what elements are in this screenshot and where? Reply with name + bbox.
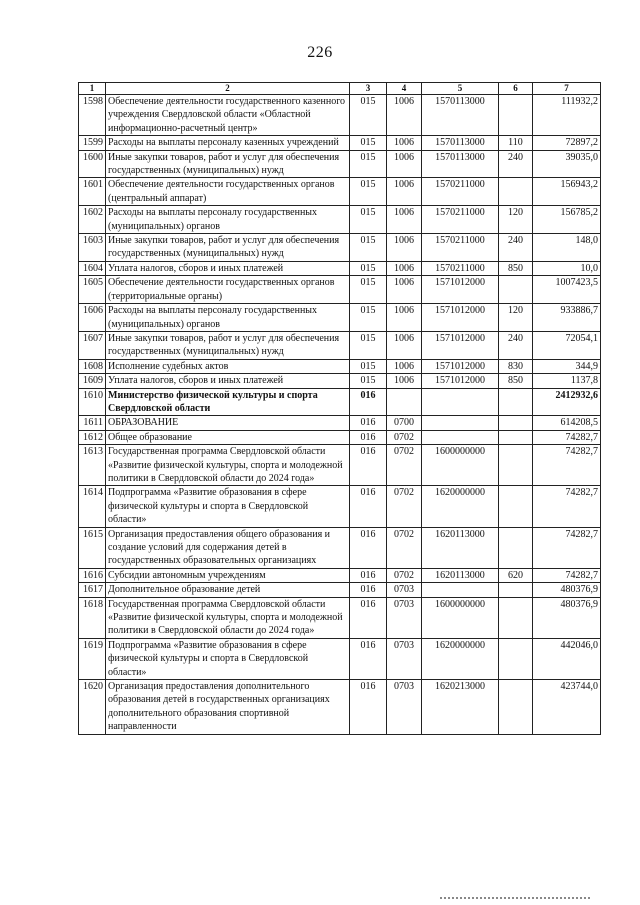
scan-edge-mark xyxy=(440,895,590,899)
row-admin-code-cell: 016 xyxy=(350,638,387,679)
row-section-code-cell: 0703 xyxy=(387,597,422,638)
row-target-code-cell: 1570113000 xyxy=(422,95,499,136)
row-target-code-cell xyxy=(422,583,499,597)
row-number-cell: 1609 xyxy=(79,374,106,388)
row-admin-code-cell: 016 xyxy=(350,388,387,416)
row-expense-type-cell: 120 xyxy=(499,304,533,332)
row-target-code-cell: 1570211000 xyxy=(422,178,499,206)
row-section-code-cell xyxy=(387,388,422,416)
table-row xyxy=(79,359,601,373)
page-number: 226 xyxy=(307,44,333,61)
row-expense-type-cell: 830 xyxy=(499,359,533,373)
row-amount-cell: 72054,1 xyxy=(533,331,601,359)
table-row xyxy=(79,331,601,359)
row-expense-type-cell xyxy=(499,597,533,638)
row-amount-cell: 156785,2 xyxy=(533,206,601,234)
row-amount-cell: 148,0 xyxy=(533,234,601,262)
row-expense-type-cell xyxy=(499,583,533,597)
row-admin-code-cell: 016 xyxy=(350,568,387,582)
row-number-cell: 1616 xyxy=(79,568,106,582)
table-row xyxy=(79,150,601,178)
row-target-code-cell xyxy=(422,416,499,430)
row-number-cell: 1615 xyxy=(79,527,106,568)
row-name-cell: Организация предоставления общего образования и создание условий для содержания детей в государственных образовательных организациях xyxy=(106,527,350,568)
row-number-cell: 1605 xyxy=(79,276,106,304)
row-amount-cell: 933886,7 xyxy=(533,304,601,332)
row-section-code-cell: 1006 xyxy=(387,359,422,373)
row-expense-type-cell xyxy=(499,95,533,136)
row-expense-type-cell xyxy=(499,445,533,486)
row-expense-type-cell xyxy=(499,680,533,735)
row-admin-code-cell: 015 xyxy=(350,150,387,178)
row-admin-code-cell: 016 xyxy=(350,486,387,527)
row-expense-type-cell: 240 xyxy=(499,150,533,178)
row-name-cell: Субсидии автономным учреждениям xyxy=(106,568,350,582)
row-expense-type-cell xyxy=(499,178,533,206)
row-section-code-cell: 1006 xyxy=(387,178,422,206)
row-name-cell: Министерство физической культуры и спорта Свердловской области xyxy=(106,388,350,416)
row-amount-cell: 74282,7 xyxy=(533,445,601,486)
row-target-code-cell: 1620213000 xyxy=(422,680,499,735)
row-expense-type-cell xyxy=(499,416,533,430)
row-section-code-cell: 1006 xyxy=(387,95,422,136)
header-col-5: 5 xyxy=(422,83,499,95)
row-target-code-cell: 1570211000 xyxy=(422,261,499,275)
row-amount-cell: 74282,7 xyxy=(533,568,601,582)
row-section-code-cell: 1006 xyxy=(387,136,422,150)
row-target-code-cell xyxy=(422,430,499,444)
row-target-code-cell: 1620000000 xyxy=(422,486,499,527)
row-number-cell: 1618 xyxy=(79,597,106,638)
row-section-code-cell: 1006 xyxy=(387,374,422,388)
table-row xyxy=(79,374,601,388)
row-amount-cell: 442046,0 xyxy=(533,638,601,679)
row-name-cell: Иные закупки товаров, работ и услуг для обеспечения государственных (муниципальных) нужд xyxy=(106,234,350,262)
row-amount-cell: 423744,0 xyxy=(533,680,601,735)
row-number-cell: 1617 xyxy=(79,583,106,597)
row-section-code-cell: 0703 xyxy=(387,583,422,597)
row-number-cell: 1611 xyxy=(79,416,106,430)
row-admin-code-cell: 016 xyxy=(350,527,387,568)
table-row xyxy=(79,597,601,638)
row-number-cell: 1601 xyxy=(79,178,106,206)
row-amount-cell: 10,0 xyxy=(533,261,601,275)
table-row xyxy=(79,638,601,679)
row-amount-cell: 74282,7 xyxy=(533,527,601,568)
table-row xyxy=(79,136,601,150)
row-amount-cell: 111932,2 xyxy=(533,95,601,136)
row-name-cell: Подпрограмма «Развитие образования в сфере физической культуры и спорта в Свердловской области» xyxy=(106,638,350,679)
row-name-cell: Дополнительное образование детей xyxy=(106,583,350,597)
table-row xyxy=(79,583,601,597)
row-section-code-cell: 0702 xyxy=(387,486,422,527)
row-section-code-cell: 1006 xyxy=(387,261,422,275)
row-admin-code-cell: 015 xyxy=(350,304,387,332)
row-number-cell: 1607 xyxy=(79,331,106,359)
row-target-code-cell: 1570113000 xyxy=(422,150,499,178)
row-admin-code-cell: 016 xyxy=(350,430,387,444)
row-admin-code-cell: 015 xyxy=(350,374,387,388)
row-name-cell: Расходы на выплаты персоналу казенных учреждений xyxy=(106,136,350,150)
row-amount-cell: 344,9 xyxy=(533,359,601,373)
row-target-code-cell: 1620000000 xyxy=(422,638,499,679)
row-number-cell: 1620 xyxy=(79,680,106,735)
row-admin-code-cell: 015 xyxy=(350,234,387,262)
row-admin-code-cell: 015 xyxy=(350,276,387,304)
row-expense-type-cell: 620 xyxy=(499,568,533,582)
row-amount-cell: 1137,8 xyxy=(533,374,601,388)
row-admin-code-cell: 016 xyxy=(350,680,387,735)
row-name-cell: Государственная программа Свердловской области «Развитие физической культуры, спорта и молодежной политики в Свердловской области до 2024 года» xyxy=(106,445,350,486)
row-number-cell: 1598 xyxy=(79,95,106,136)
row-number-cell: 1619 xyxy=(79,638,106,679)
row-number-cell: 1612 xyxy=(79,430,106,444)
row-name-cell: Обеспечение деятельности государственного казенного учреждения Свердловской области «Областной информационно-расчетный центр» xyxy=(106,95,350,136)
row-target-code-cell: 1620113000 xyxy=(422,527,499,568)
row-admin-code-cell: 015 xyxy=(350,136,387,150)
row-admin-code-cell: 015 xyxy=(350,178,387,206)
row-section-code-cell: 1006 xyxy=(387,304,422,332)
table-header xyxy=(79,83,601,95)
row-admin-code-cell: 015 xyxy=(350,206,387,234)
row-admin-code-cell: 015 xyxy=(350,331,387,359)
row-section-code-cell: 0702 xyxy=(387,568,422,582)
table-row xyxy=(79,261,601,275)
row-target-code-cell xyxy=(422,388,499,416)
budget-table xyxy=(78,82,601,735)
table-row xyxy=(79,206,601,234)
table-row xyxy=(79,445,601,486)
row-expense-type-cell xyxy=(499,638,533,679)
table-row xyxy=(79,178,601,206)
table-row xyxy=(79,276,601,304)
table-row xyxy=(79,568,601,582)
row-target-code-cell: 1571012000 xyxy=(422,304,499,332)
row-admin-code-cell: 016 xyxy=(350,416,387,430)
row-section-code-cell: 0700 xyxy=(387,416,422,430)
row-target-code-cell: 1571012000 xyxy=(422,374,499,388)
row-admin-code-cell: 016 xyxy=(350,597,387,638)
row-name-cell: Обеспечение деятельности государственных органов (территориальные органы) xyxy=(106,276,350,304)
row-number-cell: 1610 xyxy=(79,388,106,416)
row-admin-code-cell: 016 xyxy=(350,445,387,486)
row-number-cell: 1614 xyxy=(79,486,106,527)
table-row xyxy=(79,234,601,262)
row-number-cell: 1600 xyxy=(79,150,106,178)
row-expense-type-cell: 240 xyxy=(499,234,533,262)
row-target-code-cell: 1571012000 xyxy=(422,276,499,304)
row-expense-type-cell xyxy=(499,486,533,527)
table-row xyxy=(79,304,601,332)
row-expense-type-cell: 240 xyxy=(499,331,533,359)
row-amount-cell: 72897,2 xyxy=(533,136,601,150)
row-amount-cell: 74282,7 xyxy=(533,430,601,444)
row-section-code-cell: 0702 xyxy=(387,430,422,444)
row-section-code-cell: 0703 xyxy=(387,638,422,679)
header-row xyxy=(79,83,601,95)
table-row xyxy=(79,527,601,568)
row-name-cell: Уплата налогов, сборов и иных платежей xyxy=(106,261,350,275)
table-row xyxy=(79,486,601,527)
row-number-cell: 1608 xyxy=(79,359,106,373)
row-name-cell: Исполнение судебных актов xyxy=(106,359,350,373)
row-admin-code-cell: 015 xyxy=(350,95,387,136)
row-target-code-cell: 1600000000 xyxy=(422,445,499,486)
row-name-cell: Государственная программа Свердловской области «Развитие физической культуры, спорта и молодежной политики в Свердловской области до 2024 года» xyxy=(106,597,350,638)
header-col-3: 3 xyxy=(350,83,387,95)
row-target-code-cell: 1570211000 xyxy=(422,234,499,262)
row-name-cell: Иные закупки товаров, работ и услуг для обеспечения государственных (муниципальных) нужд xyxy=(106,331,350,359)
header-col-4: 4 xyxy=(387,83,422,95)
header-col-2: 2 xyxy=(106,83,350,95)
row-name-cell: Общее образование xyxy=(106,430,350,444)
row-target-code-cell: 1571012000 xyxy=(422,331,499,359)
row-expense-type-cell: 850 xyxy=(499,374,533,388)
row-section-code-cell: 1006 xyxy=(387,234,422,262)
header-col-1: 1 xyxy=(79,83,106,95)
row-expense-type-cell xyxy=(499,527,533,568)
row-expense-type-cell: 850 xyxy=(499,261,533,275)
row-name-cell: Расходы на выплаты персоналу государственных (муниципальных) органов xyxy=(106,206,350,234)
row-number-cell: 1602 xyxy=(79,206,106,234)
row-section-code-cell: 0702 xyxy=(387,445,422,486)
row-amount-cell: 39035,0 xyxy=(533,150,601,178)
row-section-code-cell: 1006 xyxy=(387,150,422,178)
row-name-cell: ОБРАЗОВАНИЕ xyxy=(106,416,350,430)
row-amount-cell: 156943,2 xyxy=(533,178,601,206)
row-name-cell: Организация предоставления дополнительного образования детей в государственных организациях дополнительного образования спортивной направленности xyxy=(106,680,350,735)
row-target-code-cell: 1571012000 xyxy=(422,359,499,373)
row-amount-cell: 480376,9 xyxy=(533,583,601,597)
row-name-cell: Уплата налогов, сборов и иных платежей xyxy=(106,374,350,388)
table-row xyxy=(79,95,601,136)
row-target-code-cell: 1570113000 xyxy=(422,136,499,150)
row-admin-code-cell: 015 xyxy=(350,359,387,373)
row-name-cell: Обеспечение деятельности государственных органов (центральный аппарат) xyxy=(106,178,350,206)
table-body xyxy=(79,95,601,735)
row-amount-cell: 480376,9 xyxy=(533,597,601,638)
row-amount-cell: 614208,5 xyxy=(533,416,601,430)
row-number-cell: 1606 xyxy=(79,304,106,332)
row-expense-type-cell xyxy=(499,430,533,444)
row-number-cell: 1599 xyxy=(79,136,106,150)
row-section-code-cell: 0702 xyxy=(387,527,422,568)
row-section-code-cell: 1006 xyxy=(387,331,422,359)
header-col-7: 7 xyxy=(533,83,601,95)
row-target-code-cell: 1620113000 xyxy=(422,568,499,582)
row-target-code-cell: 1570211000 xyxy=(422,206,499,234)
header-col-6: 6 xyxy=(499,83,533,95)
row-number-cell: 1603 xyxy=(79,234,106,262)
row-name-cell: Иные закупки товаров, работ и услуг для обеспечения государственных (муниципальных) нужд xyxy=(106,150,350,178)
table-row xyxy=(79,430,601,444)
row-expense-type-cell xyxy=(499,388,533,416)
row-name-cell: Подпрограмма «Развитие образования в сфере физической культуры и спорта в Свердловской области» xyxy=(106,486,350,527)
row-expense-type-cell: 110 xyxy=(499,136,533,150)
row-expense-type-cell: 120 xyxy=(499,206,533,234)
row-section-code-cell: 0703 xyxy=(387,680,422,735)
row-amount-cell: 74282,7 xyxy=(533,486,601,527)
row-amount-cell: 1007423,5 xyxy=(533,276,601,304)
row-expense-type-cell xyxy=(499,276,533,304)
row-target-code-cell: 1600000000 xyxy=(422,597,499,638)
row-name-cell: Расходы на выплаты персоналу государственных (муниципальных) органов xyxy=(106,304,350,332)
row-admin-code-cell: 015 xyxy=(350,261,387,275)
row-number-cell: 1613 xyxy=(79,445,106,486)
row-section-code-cell: 1006 xyxy=(387,206,422,234)
row-number-cell: 1604 xyxy=(79,261,106,275)
row-amount-cell: 2412932,6 xyxy=(533,388,601,416)
table-row xyxy=(79,416,601,430)
row-section-code-cell: 1006 xyxy=(387,276,422,304)
row-admin-code-cell: 016 xyxy=(350,583,387,597)
table-row xyxy=(79,388,601,416)
table-row xyxy=(79,680,601,735)
